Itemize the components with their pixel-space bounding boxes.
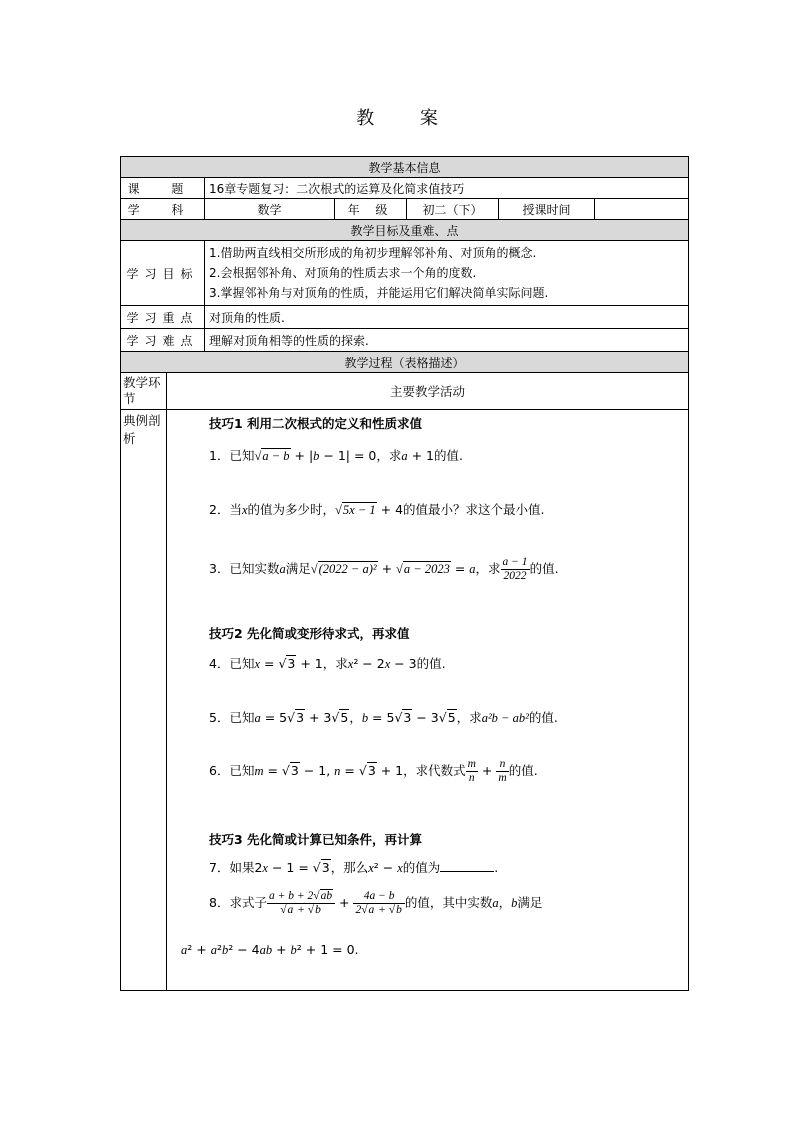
key-point-value: 对顶角的性质. xyxy=(205,306,689,329)
question-5: 5．已知a = 5√3 + 3√5，b = 5√3 − 3√5，求a²b − ab²的值. xyxy=(209,710,558,725)
question-8: 8．求式子 $\frac{a + b + 2√ab}{√a + √b}$ + $\frac{4a - b}{2√a + √b}$ 的值，其中实数a，b满足 xyxy=(209,890,543,916)
difficulty-value: 理解对顶角相等的性质的探索. xyxy=(205,329,689,352)
key-point-label: 学习重点 xyxy=(121,306,205,329)
goals-header: 教学目标及重难、点 xyxy=(121,220,689,241)
goal-item: 1.借助两直线相交所形成的角初步理解邻补角、对顶角的概念. xyxy=(209,246,537,260)
process-header: 教学过程（表格描述） xyxy=(121,352,689,373)
question-4: 4．已知x = √3 + 1，求x² − 2x − 3的值. xyxy=(209,656,446,671)
class-time-label: 授课时间 xyxy=(499,199,595,220)
goal-item: 2.会根据邻补角、对顶角的性质去求一个角的度数. xyxy=(209,266,477,280)
question-3: 3．已知实数a满足√(2022 − a)² + √a − 2023 = a，求 $\frac{a - 1}{2022}$ 的值. xyxy=(209,556,559,582)
stage-value: 典例剖析 xyxy=(121,410,167,991)
topic-label: 课 题 xyxy=(121,178,205,199)
activity-content xyxy=(167,410,689,991)
skill-heading-1: 技巧1 利用二次根式的定义和性质求值 xyxy=(209,416,423,431)
class-time-value xyxy=(595,199,689,220)
question-1: 1．已知√a − b + |b − 1| = 0，求a + 1的值. xyxy=(209,448,463,463)
question-6: 6．已知m = √3 − 1, n = √3 + 1，求代数式 $\frac{m}{n}$ + $\frac{n}{m}$ 的值. xyxy=(209,758,538,784)
difficulty-label: 学习难点 xyxy=(121,329,205,352)
stage-label: 教学环节 xyxy=(121,373,167,410)
basic-info-header: 教学基本信息 xyxy=(121,157,689,178)
skill-heading-2: 技巧2 先化简或变形待求式，再求值 xyxy=(209,626,410,641)
subject-value: 数学 xyxy=(205,199,335,220)
skill-heading-3: 技巧3 先化简或计算已知条件，再计算 xyxy=(209,832,423,847)
question-8-condition: a² + a²b² − 4ab + b² + 1 = 0. xyxy=(181,942,359,957)
learning-goal-label: 学习目标 xyxy=(121,241,205,306)
activity-label: 主要教学活动 xyxy=(167,373,689,410)
question-2: 2．当x的值为多少时，√5x − 1 + 4的值最小？求这个最小值. xyxy=(209,502,545,517)
subject-label: 学 科 xyxy=(121,199,205,220)
document-title: 教 案 xyxy=(356,108,458,129)
topic-value: 16章专题复习：二次根式的运算及化简求值技巧 xyxy=(205,178,689,199)
question-7: 7．如果2x − 1 = √3，那么x² − x的值为 . xyxy=(209,860,499,875)
grade-value: 初二（下） xyxy=(407,199,499,220)
grade-label: 年 级 xyxy=(335,199,407,220)
lesson-plan-table xyxy=(120,156,689,991)
goal-item: 3.掌握邻补角与对顶角的性质，并能运用它们解决简单实际问题. xyxy=(209,286,549,300)
learning-goals xyxy=(205,241,689,306)
